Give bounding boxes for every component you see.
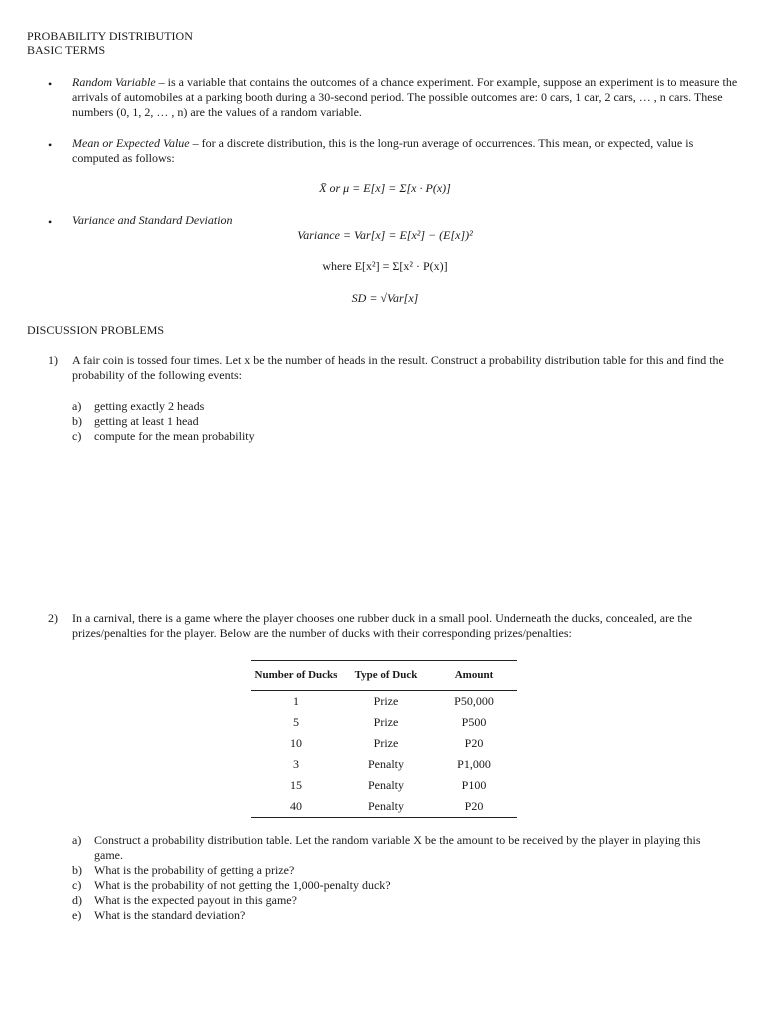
column-header: Amount — [431, 661, 517, 691]
item-label: c) — [72, 429, 82, 443]
table-cell: 40 — [251, 796, 341, 818]
term-name: Random Variable — [72, 75, 156, 89]
list-item — [72, 399, 204, 414]
table-row — [251, 733, 517, 754]
table-cell: P500 — [461, 715, 487, 729]
problem-text: A fair coin is tossed four times. Let x be the number of heads in the result. Construct a probability distribution table for this and find the probability of the following events: — [72, 353, 724, 382]
table-cell: Prize — [373, 715, 399, 729]
table-row — [251, 754, 517, 775]
list-item — [72, 414, 199, 429]
list-item — [72, 429, 255, 444]
list-item — [72, 893, 297, 908]
term-variance — [72, 213, 740, 228]
table-cell: P1,000 — [457, 757, 491, 771]
table-cell: 15 — [290, 778, 302, 792]
formula-mean: X̄ or μ = E[x] = Σ[x · P(x)] — [319, 181, 451, 195]
item-label: a) — [72, 399, 82, 413]
term-name: Variance and Standard Deviation — [72, 213, 233, 227]
bullet-icon: • — [48, 77, 53, 91]
item-label: d) — [72, 893, 82, 907]
list-item — [72, 878, 391, 893]
table-cell: Penalty — [368, 757, 404, 771]
subtitle-line: BASIC TERMS — [27, 43, 106, 57]
table-cell: Penalty — [341, 796, 431, 818]
term-mean — [72, 136, 740, 166]
table-cell: P50,000 — [454, 694, 494, 708]
table-header-row — [251, 661, 517, 691]
term-random-variable — [72, 75, 740, 120]
item-label: b) — [72, 414, 82, 428]
problem-number: 2) — [48, 611, 58, 625]
item-label: a) — [72, 833, 82, 847]
item-text: getting at least 1 head — [94, 414, 199, 428]
table-cell: Prize — [373, 694, 399, 708]
table-cell: Penalty — [368, 778, 404, 792]
item-text: Construct a probability distribution table. Let the random variable X be the amount to be received by the player in playing this game. — [94, 833, 701, 862]
item-text: What is the probability of not getting the 1,000-penalty duck? — [94, 878, 391, 892]
item-text: What is the standard deviation? — [94, 908, 246, 922]
table-cell: P20 — [431, 796, 517, 818]
item-text: What is the expected payout in this game? — [94, 893, 297, 907]
table-cell: Prize — [373, 736, 399, 750]
item-label: b) — [72, 863, 82, 877]
list-item — [72, 833, 714, 863]
list-item — [72, 863, 294, 878]
formula-ex2: where E[x²] = Σ[x² · P(x)] — [322, 259, 448, 273]
table-cell: 3 — [293, 757, 299, 771]
formula-variance: Variance = Var[x] = E[x²] − (E[x])² — [297, 228, 473, 242]
table-row — [251, 691, 517, 713]
title-line: PROBABILITY DISTRIBUTION — [27, 29, 193, 43]
formula-sd: SD = √Var[x] — [351, 291, 419, 305]
problem-text: In a carnival, there is a game where the player chooses one rubber duck in a small pool. Underneath the ducks, concealed, are the prizes/penalties for the player. Below are the number of ducks with their corresponding prizes/penalties: — [72, 611, 693, 640]
item-text: What is the probability of getting a prize? — [94, 863, 295, 877]
table-cell: P20 — [464, 736, 484, 750]
item-text: getting exactly 2 heads — [94, 399, 205, 413]
item-text: compute for the mean probability — [94, 429, 255, 443]
column-header: Type of Duck — [341, 661, 431, 691]
column-header: Number of Ducks — [251, 661, 341, 691]
ducks-table — [251, 660, 517, 818]
table-cell: 5 — [293, 715, 299, 729]
term-definition: – is a variable that contains the outcomes of a chance experiment. For example, suppose an experiment is to measure the arrivals of automobiles at a parking booth during a 30-second period. The possible outcomes are: 0 cars, 1 car, 2 cars, … , n cars. These numbers (0, 1, 2, … , n) are the values of a random variable. — [72, 75, 738, 119]
table-row — [251, 796, 517, 818]
bullet-icon: • — [48, 138, 53, 152]
term-definition: – for a discrete distribution, this is the long-run average of occurrences. This mean, or expected, value is computed as follows: — [72, 136, 694, 165]
problem-number: 1) — [48, 353, 58, 367]
table-row — [251, 712, 517, 733]
page-title — [27, 29, 193, 57]
table-cell: 1 — [293, 694, 299, 708]
table-cell: P100 — [461, 778, 487, 792]
list-item — [72, 908, 245, 923]
bullet-icon: • — [48, 215, 53, 229]
table-cell: 10 — [290, 736, 302, 750]
section-heading: DISCUSSION PROBLEMS — [27, 323, 165, 337]
term-name: Mean or Expected Value — [72, 136, 190, 150]
item-label: e) — [72, 908, 82, 922]
item-label: c) — [72, 878, 82, 892]
table-row — [251, 775, 517, 796]
